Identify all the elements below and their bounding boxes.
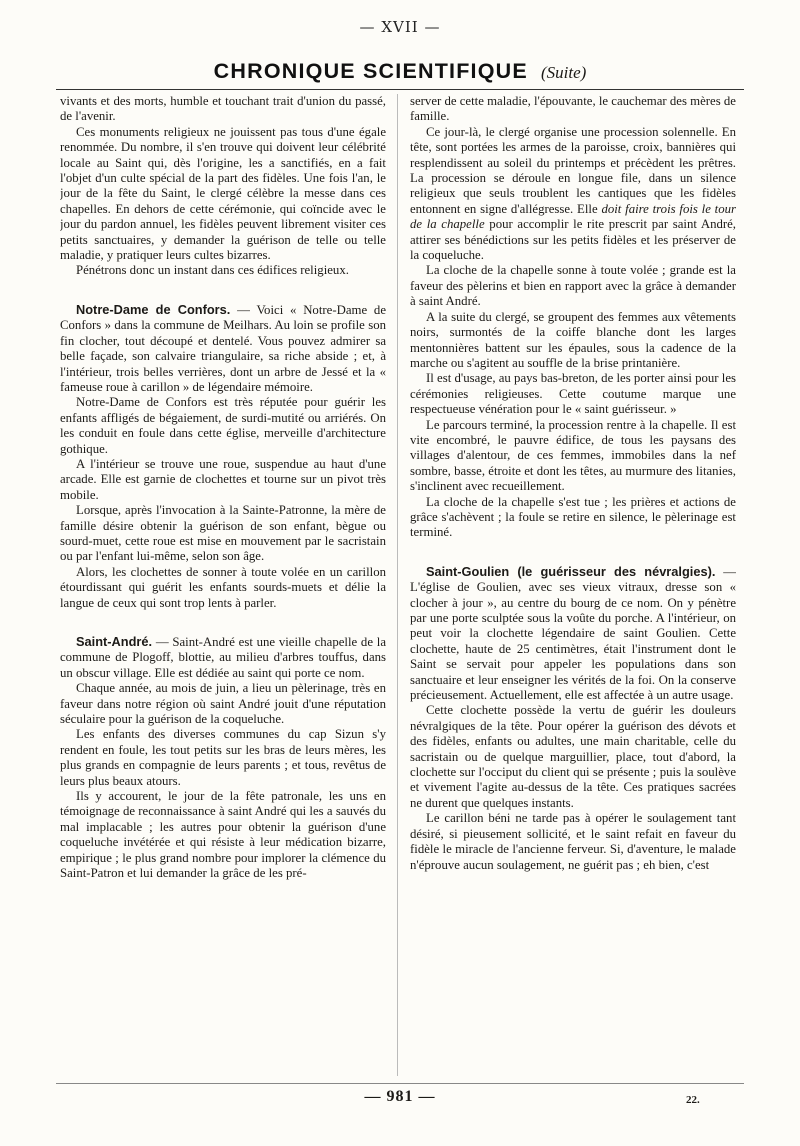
suite-label: (Suite)	[541, 63, 587, 82]
paragraph: A l'intérieur se trouve une roue, suspendue au haut d'une arcade. Elle est garnie de clochettes et tourne sur un pivot très mobile.	[60, 456, 386, 502]
header-rule	[56, 89, 744, 90]
sheet-number: 22.	[686, 1094, 700, 1106]
paragraph: La cloche de la chapelle sonne à toute volée ; grande est la faveur des pèlerins et bien en rapport avec la grâce à demander à saint André.	[410, 263, 736, 309]
paragraph-text: pour accomplir le rite prescrit par saint André, attirer ses bénédictions sur les petits fidèles et les préserver de la coqueluche.	[410, 217, 736, 263]
section-gap	[60, 611, 386, 634]
paragraph	[410, 125, 736, 264]
section-notre-dame-de-confors	[60, 302, 386, 395]
paragraph: server de cette maladie, l'épouvante, le cauchemar des mères de famille.	[410, 94, 736, 124]
paragraph: Ces monuments religieux ne jouissent pas tous d'une égale renommée. Du nombre, il s'en trouve qui doivent leur célébrité locale au Saint qui, dès l'origine, les a sanctifiés, en a fait l'objet d'un culte spécial de la part des fidèles. Une fois l'an, le jour de la fête du Saint, le clergé célèbre la messe dans ces chapelles. En dehors de cette cérémonie, qui coïncide avec le jour du pardon annuel, les fidèles peuvent librement visiter ces petits sanctuaires, y demander la guérison de telle ou telle maladie, y pratiquer leurs cultes bizarres.	[60, 124, 386, 263]
paragraph: Lorsque, après l'invocation à la Sainte-Patronne, la mère de famille désire obtenir la guérison de son enfant, bègue ou sourd-muet, cette roue est mise en mouvement par le sacristain ou par l'enfant lui-même, selon son âge.	[60, 503, 386, 564]
section-heading: Saint-André.	[76, 634, 153, 649]
italic-text: doit faire trois fois le tour de la chapelle	[410, 201, 736, 232]
roman-page-number: — XVII —	[359, 18, 441, 36]
page-number: — 981 —	[364, 1088, 436, 1105]
paragraph: Alors, les clochettes de sonner à toute volée en un carillon étourdissant qui guérit les enfants sourds-muets et délie la langue de ceux qui sont trop lents à parler.	[60, 564, 386, 610]
section-gap	[410, 541, 736, 564]
section-gap	[60, 279, 386, 302]
section-text: — L'église de Goulien, avec ses vieux vitraux, dresse son « clocher à jour », au centre du bourg de ce nom. On y pénètre par une porte sculptée sous la voûte du porche. A l'intérieur, on peut voir la clochette légendaire de saint Goulien. Cette clochette, haute de 25 centimètres, était l'instrument dont le Saint se servait pour appeler les populations dans son sanctuaire et leur enseigner les vérités de la foi. On la conserve précieusement. Actuellement, elle est affectée à un autre usage.	[410, 564, 736, 703]
paragraph: Pénétrons donc un instant dans ces édifices religieux.	[76, 263, 349, 278]
section-saint-goulien	[410, 564, 736, 704]
paragraph: Le parcours terminé, la procession rentre à la chapelle. Il est vite encombré, le pauvre édifice, de tous les paysans des villages d'alentour, de ces femmes, immobiles dans la nef sombre, basse, étroite et dont les têtes, au murmure des litanies, s'inclinent avec recueillement.	[410, 417, 736, 494]
paragraph: Notre-Dame de Confors est très réputée pour guérir les enfants affligés de bégaiement, de surdi-mutité ou arriérés. On les conduit en foule dans cette église, merveille d'architecture gothique.	[60, 395, 386, 456]
paragraph-text: Ce jour-là, le clergé organise une procession solennelle. En tête, sont portées les armes de la paroisse, croix, bannières qui resplendissent au soleil du printemps et précèdent les prêtres. La procession se déroule en longue file, dans un silence religieux que seuls troublent les cantiques que les fidèles entonnent en signe d'allégresse. Elle	[410, 124, 736, 216]
page-title	[0, 56, 800, 88]
paragraph: Cette clochette possède la vertu de guérir les douleurs névralgiques de la tête. Pour opérer la guérison des dévots et des fidèles, enfants ou adultes, une main charitable, celle du sacristain ou de quelque marguillier, place, tout d'abord, la clochette sur l'occiput du client qui se présente ; puis la soulève et vivement l'agite au-dessus de la tête. Ces pratiques sacrées ne durent que quelques instants.	[410, 703, 736, 810]
paragraph: Chaque année, au mois de juin, a lieu un pèlerinage, très en faveur dans notre région où saint André jouit d'une réputation séculaire pour la guérison de la coqueluche.	[60, 681, 386, 727]
left-column	[60, 94, 386, 1076]
paragraph: Il est d'usage, au pays bas-breton, de les porter ainsi pour les cérémonies religieuses. Cette coutume marque une respectueuse vénération pour le « saint guérisseur. »	[410, 371, 736, 417]
column-divider	[397, 94, 398, 1076]
paragraph: vivants et des morts, humble et touchant trait d'union du passé, de l'avenir.	[60, 94, 386, 124]
right-column	[410, 94, 736, 1076]
paragraph: Le carillon béni ne tarde pas à opérer le soulagement tant désiré, si pieusement sollicité, et le saint refait en faveur du fidèle le miracle de l'ancienne ferveur. Si, d'aventure, le malade n'éprouve aucun soulagement, ne guérit pas ; eh bien, c'est	[410, 811, 736, 872]
section-saint-andre	[60, 634, 386, 681]
chronicle-title: CHRONIQUE SCIENTIFIQUE	[213, 59, 528, 83]
section-heading: Saint-Goulien (le guérisseur des névralgies).	[426, 563, 716, 579]
footer-rule	[56, 1083, 744, 1084]
section-text: — Voici « Notre-Dame de Confors » dans la commune de Meilhars. Au loin se profile son fin clocher, tout découpé et dentelé. Vous pouvez admirer sa belle façade, son calvaire triangulaire, sa riche abside ; et, à l'intérieur, trois belles verrières, dont un arbre de Jessé et la « fameuse roue à carillon » de légendaire mémoire.	[60, 302, 386, 394]
paragraph: A la suite du clergé, se groupent des femmes aux vêtements noirs, surmontés de la coiffe blanche dont les larges mentonnières battent sur les épaules, sous la cadence de la marche ou s'agitent au souffle de la brise printanière.	[410, 309, 736, 370]
section-heading: Notre-Dame de Confors.	[76, 301, 231, 317]
paragraph: La cloche de la chapelle s'est tue ; les prières et actions de grâce s'achèvent ; la foule se retire en silence, le pèlerinage est terminé.	[410, 494, 736, 540]
paragraph: Ils y accourent, le jour de la fête patronale, les uns en témoignage de reconnaissance à saint André qui les a sauvés du mal implacable ; les autres pour obtenir la guérison d'une coqueluche invétérée et qui résiste à leur médication bizarre, empirique ; le plus grand nombre pour implorer la clémence du Saint-Patron et lui demander la grâce de les pré-	[60, 789, 386, 881]
section-text: — Saint-André est une vieille chapelle de la commune de Plogoff, blottie, au milieu d'arbres touffus, dans un obscur village. Elle est dédiée au saint qui porte ce nom.	[60, 635, 386, 680]
paragraph: Les enfants des diverses communes du cap Sizun s'y rendent en foule, les tout petits sur les bras de leurs mères, les plus grands en compagnie de leurs parents ; et tous, revêtus de leurs plus beaux atours.	[60, 727, 386, 788]
